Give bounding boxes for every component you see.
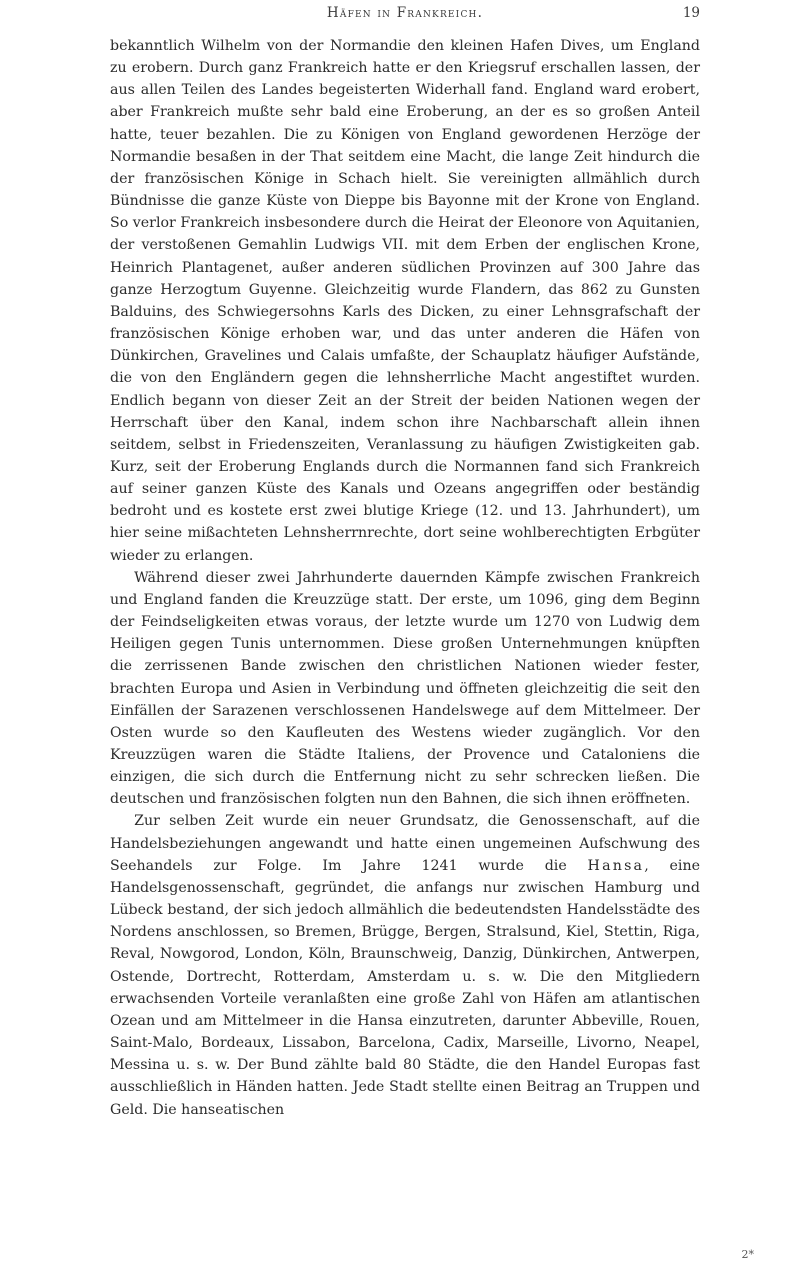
book-page	[110, 0, 700, 1121]
paragraph-3-text-start: Zur selben Zeit wurde ein neuer Grundsatz, die Genossenschaft, auf die Handelsbeziehungen angewandt und hatte einen ungemeinen Aufschwung des Seehandels zur Folge. Im Jahre 1241 wurde die	[110, 813, 700, 874]
paragraph-1	[110, 35, 700, 567]
paragraph-2	[110, 567, 700, 811]
sheet-signature: 2*	[741, 1248, 754, 1261]
hansa-emphasis: Hansa	[587, 857, 645, 874]
running-head	[110, 5, 700, 35]
page-title: Häfen in Frankreich.	[326, 5, 484, 21]
body-text	[110, 35, 700, 1121]
page-number: 19	[682, 5, 700, 21]
paragraph-3-text-end: , eine Handelsgenossenschaft, gegründet, die anfangs nur zwischen Hamburg und Lübeck bestand, der sich jedoch allmählich die bedeutendsten Handelsstädte des Nordens anschlossen, so Bremen, Brügge, Bergen, Stralsund, Kiel, Stettin, Riga, Reval, Nowgorod, London, Köln, Braunschweig, Danzig, Dünkirchen, Antwerpen, Ostende, Dortrecht, Rotterdam, Amsterdam u. s. w. Die den Mitgliedern erwachsenden Vorteile veranlaßten eine große Zahl von Häfen am atlantischen Ozean und am Mittelmeer in die Hansa einzutreten, darunter Abbeville, Rouen, Saint-Malo, Bordeaux, Lissabon, Barcelona, Cadix, Marseille, Livorno, Neapel, Messina u. s. w. Der Bund zählte bald 80 Städte, die den Handel Europas fast ausschließlich in Händen hatten. Jede Stadt stellte einen Beitrag an Truppen und Geld. Die hanseatischen	[110, 857, 700, 1118]
paragraph-1-text: bekanntlich Wilhelm von der Normandie den kleinen Hafen Dives, um England zu erobern. Durch ganz Frankreich hatte er den Kriegsruf erschallen lassen, der aus allen Teilen des Landes begeisterten Widerhall fand. England ward erobert, aber Frankreich mußte sehr bald eine Eroberung, an der es so großen Anteil hatte, teuer bezahlen. Die zu Königen von England gewordenen Herzöge der Normandie besaßen in der That seitdem eine Macht, die lange Zeit hindurch die der französischen Könige in Schach hielt. Sie vereinigten allmählich durch Bündnisse die ganze Küste von Dieppe bis Bayonne mit der Krone von England. So verlor Frankreich insbesondere durch die Heirat der Eleonore von Aquitanien, der verstoßenen Gemahlin Ludwigs VII. mit dem Erben der englischen Krone, Heinrich Plantagenet, außer anderen südlichen Provinzen auf 300 Jahre das ganze Herzogtum Guyenne. Gleichzeitig wurde Flandern, das 862 zu Gunsten Balduins, des Schwiegersohns Karls des Dicken, zu einer Lehnsgrafschaft der französischen Könige erhoben war, und das unter anderen die Häfen von Dünkirchen, Gravelines und Calais umfaßte, der Schauplatz häufiger Aufstände, die von den Engländern gegen die lehnsherrliche Macht angestiftet wurden. Endlich begann von dieser Zeit an der Streit der beiden Nationen wegen der Herrschaft über den Kanal, indem schon ihre Nachbarschaft allein ihnen seitdem, selbst in Friedenszeiten, Veranlassung zu häufigen Zwistigkeiten gab. Kurz, seit der Eroberung Englands durch die Normannen fand sich Frankreich auf seiner ganzen Küste des Kanals und Ozeans angegriffen oder beständig bedroht und es kostete erst zwei blutige Kriege (12. und 13. Jahrhundert), um hier seine mißachteten Lehnsherrnrechte, dort seine wohlberechtigten Erbgüter wieder zu erlangen.	[110, 38, 700, 564]
paragraph-2-text: Während dieser zwei Jahrhunderte dauernden Kämpfe zwischen Frankreich und England fanden die Kreuzzüge statt. Der erste, um 1096, ging dem Beginn der Feindseligkeiten etwas voraus, der letzte wurde um 1270 von Ludwig dem Heiligen gegen Tunis unternommen. Diese großen Unternehmungen knüpften die zerrissenen Bande zwischen den christlichen Nationen wieder fester, brachten Europa und Asien in Verbindung und öffneten gleichzeitig die seit den Einfällen der Sarazenen verschlossenen Handelswege auf dem Mittelmeer. Der Osten wurde so den Kaufleuten des Westens wieder zugänglich. Vor den Kreuzzügen waren die Städte Italiens, der Provence und Cataloniens die einzigen, die sich durch die Entfernung nicht zu sehr schrecken ließen. Die deutschen und französischen folgten nun den Bahnen, die sich ihnen eröffneten.	[110, 569, 700, 808]
paragraph-3	[110, 810, 700, 1120]
